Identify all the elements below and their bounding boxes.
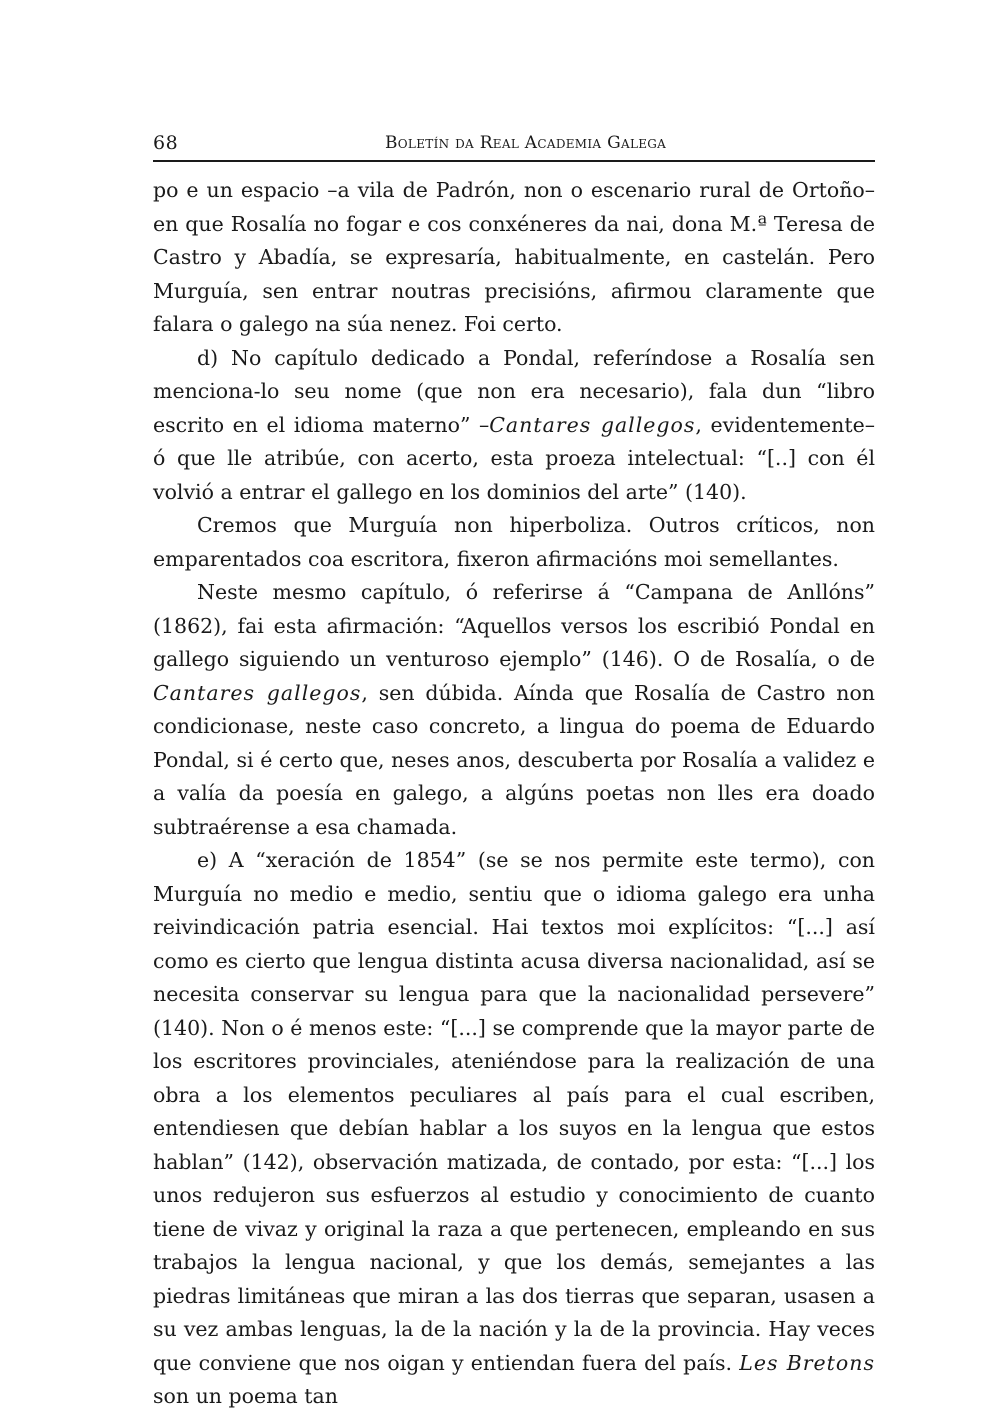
text-run: Cremos que Murguía non hiperboliza. Outros críticos, non emparentados coa escritora, fixeron afirmacións moi semellantes. (153, 513, 875, 571)
document-page (153, 130, 875, 1414)
paragraph (153, 174, 875, 342)
text-run: Neste mesmo capítulo, ó referirse á “Campana de Anllóns” (1862), fai esta afirmación: “Aquellos versos los escribió Pondal en gallego siguiendo un venturoso ejemplo” (146). O de Rosalía, o de (153, 580, 875, 671)
text-run: , sen dúbida. Aínda que Rosalía de Castro non condicionase, neste caso concreto, a lingua do poema de Eduardo Pondal, si é certo que, neses anos, descuberta por Rosalía a validez e a valía da poesía en galego, a algúns poetas non lles era doado subtraérense a esa chamada. (153, 680, 875, 839)
body-text (153, 174, 875, 1414)
italic-title: Cantares gallegos (153, 680, 362, 705)
paragraph (153, 509, 875, 576)
italic-title: Cantares gallegos (489, 412, 696, 437)
text-run: po e un espacio –a vila de Padrón, non o escenario rural de Ortoño– en que Rosalía no fogar e cos conxéneres da nai, dona M.ª Teresa de Castro y Abadía, se expresaría, habitualmente, en castelán. Pero Murguía, sen entrar noutras precisións, afirmou claramente que falara o galego na súa nenez. Foi certo. (153, 178, 875, 336)
text-run: son un poema tan (153, 1384, 338, 1408)
paragraph (153, 342, 875, 510)
running-title: Boletín da Real Academia Galega (385, 133, 667, 153)
page-number: 68 (153, 132, 179, 154)
italic-title: Les Bretons (739, 1350, 875, 1375)
text-run: d) No capítulo dedicado a Pondal, referíndose a Rosalía sen menciona-lo seu nome (que non era necesario), fala dun “libro escrito en el idioma materno” – (153, 345, 875, 437)
paragraph (153, 844, 875, 1414)
paragraph (153, 576, 875, 844)
text-run: , evidentemente– ó que lle atribúe, con acerto, esta proeza intelectual: “[..] con él volvió a entrar el gallego en los dominios del arte” (140). (153, 412, 875, 504)
text-run: e) A “xeración de 1854” (se se nos permite este termo), con Murguía no medio e medio, sentiu que o idioma galego era unha reivindicación patria esencial. Hai textos moi explícitos: “[...] así como es cierto que lengua distinta acusa diversa nacionalidad, así se necesita conservar su lengua para que la nacionalidad persevere” (140). Non o é menos este: “[...] se comprende que la mayor parte de los escritores provinciales, ateniéndose para la realización de una obra a los elementos peculiares al país para el cual escriben, entendiesen que debían hablar a los suyos en la lengua que estos hablan” (142), observación matizada, de contado, por esta: “[...] los unos redujeron sus esfuerzos al estudio y conocimiento de cuanto tiene de vivaz y original la raza a que pertenecen, empleando en sus trabajos la lengua nacional, y que los demás, semejantes a las piedras limitáneas que miran a las dos tierras que separan, usasen a su vez ambas lenguas, la de la nación y la de la provincia. Hay veces que conviene que nos oigan y entiendan fuera del país. (153, 848, 875, 1375)
page-header (153, 130, 875, 162)
